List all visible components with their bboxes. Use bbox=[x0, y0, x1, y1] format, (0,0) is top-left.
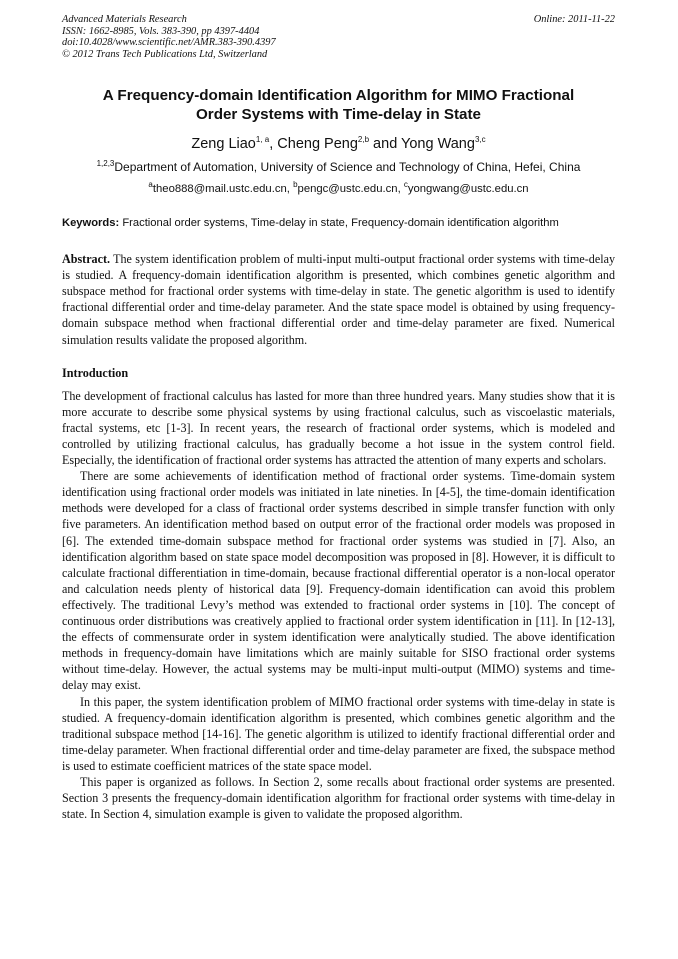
email-list bbox=[62, 180, 615, 195]
online-date: Online: 2011-11-22 bbox=[533, 14, 615, 25]
section-heading-introduction: Introduction bbox=[62, 365, 129, 380]
author-affiliation-mark: 2,b bbox=[357, 135, 370, 145]
author-separator: , bbox=[269, 136, 278, 152]
email-mark: a bbox=[148, 180, 153, 190]
affiliation bbox=[62, 160, 615, 174]
journal-header bbox=[62, 14, 615, 60]
paragraph: There are some achievements of identification method of fractional order systems. Time-domain system identification using fractional order models was initiated in late nineties. In [4-5], the time-domain identification methods were developed for a class of fractional order systems described in simple transfer function with only five parameters. An identification method based on output error of the fractional order models was proposed in [6]. The extended time-domain subspace method for fractional order systems was studied in [7]. Also, an identification algorithm based on state space model decomposition was proposed in [8]. However, it is difficult to calculate fractional differentiation in time-domain, because fractional differential operator is a non-local operator and calculation needs plenty of historical data [9]. Frequency-domain identification can avoid this problem effectively. The traditional Levy’s method was extended to fractional order systems in [10]. The concept of continuous order distributions was creatively applied to fractional order system identification in [11]. In [12-13], the effects of commensurate order in system identification were analytically studied. The above identification methods in frequency-domain have limitations which are mainly suitable for SISO fractional order systems without time-delay. However, the actual systems may be multi-input multi-output (MIMO) systems and time-delay may exist. bbox=[62, 469, 615, 693]
author-affiliation-mark: 3,c bbox=[474, 135, 486, 145]
paragraph: This paper is organized as follows. In Section 2, some recalls about fractional order systems are presented. Section 3 presents the frequency-domain identification algorithm for fractional order systems with time-delay in state. In Section 4, simulation example is given to validate the proposed algorithm. bbox=[62, 774, 615, 822]
keywords-label: Keywords: bbox=[62, 217, 120, 229]
email-address[interactable]: pengc@ustc.edu.cn bbox=[297, 183, 398, 195]
email-separator: , bbox=[397, 183, 404, 195]
abstract bbox=[62, 251, 615, 348]
affiliation-text: Department of Automation, University of Science and Technology of China, Hefei, China bbox=[114, 160, 581, 174]
journal-copyright: © 2012 Trans Tech Publications Ltd, Switzerland bbox=[62, 48, 268, 60]
paragraph: The development of fractional calculus has lasted for more than three hundred years. Many studies show that it is more accurate to describe some physical systems by using fractional calculus, such as viscoelastic materials, fractal systems, etc [1-3]. In recent years, the research of fractional order systems, which is modeled and controlled by utilizing fractional calculus, has gradually become a hot issue in the system control field. Especially, the identification of fractional order systems has attracted the attention of many experts and scholars. bbox=[62, 388, 615, 468]
email-mark: c bbox=[403, 180, 408, 190]
introduction-body bbox=[62, 388, 615, 823]
author-name: Cheng Peng bbox=[277, 136, 358, 152]
email-address[interactable]: yongwang@ustc.edu.cn bbox=[407, 183, 529, 195]
keywords bbox=[62, 216, 615, 231]
paper-title: A Frequency-domain Identification Algorithm for MIMO Fractional Order Systems with Time-delay in State bbox=[102, 87, 575, 123]
email-mark: b bbox=[293, 180, 298, 190]
email-separator: , bbox=[286, 183, 294, 195]
affiliation-mark: 1,2,3 bbox=[96, 159, 115, 168]
author-name: Zeng Liao bbox=[191, 136, 256, 152]
author-affiliation-mark: 1, a bbox=[255, 135, 270, 145]
journal-issn: ISSN: 1662-8985, Vols. 383-390, pp 4397-4404 bbox=[62, 25, 260, 37]
paragraph: In this paper, the system identification problem of MIMO fractional order systems with time-delay in state is studied. A frequency-domain identification algorithm is presented, which combines genetic algorithm and the traditional subspace method [14-16]. The genetic algorithm is utilized to identify fractional differential order and time-delay parameter. When fractional differential order and time-delay parameter are fixed, the subspace method is used to estimate coefficient matrices of the state space model. bbox=[62, 694, 615, 773]
email-address[interactable]: theo888@mail.ustc.edu.cn bbox=[152, 183, 287, 195]
abstract-text: The system identification problem of multi-input multi-output fractional order systems with time-delay is studied. A frequency-domain identification algorithm is presented, which combines genetic algorithm and subspace method for fractional order systems with time-delay in state. The genetic algorithm is used to identify fractional differential order and time-delay parameter. And the state space model is obtained by using frequency-domain subspace method when fractional differential order and time-delay parameter are fixed. Numerical simulation results validate the proposed algorithm. bbox=[62, 251, 615, 347]
paper-page bbox=[62, 14, 615, 822]
journal-name: Advanced Materials Research bbox=[62, 14, 187, 25]
author-separator: and bbox=[369, 136, 402, 152]
journal-doi: doi:10.4028/www.scientific.net/AMR.383-390.4397 bbox=[62, 37, 276, 48]
author-list bbox=[62, 136, 615, 152]
keywords-text: Fractional order systems, Time-delay in state, Frequency-domain identification algorithm bbox=[122, 217, 559, 229]
abstract-label: Abstract. bbox=[62, 251, 111, 266]
author-name: Yong Wang bbox=[401, 136, 475, 152]
